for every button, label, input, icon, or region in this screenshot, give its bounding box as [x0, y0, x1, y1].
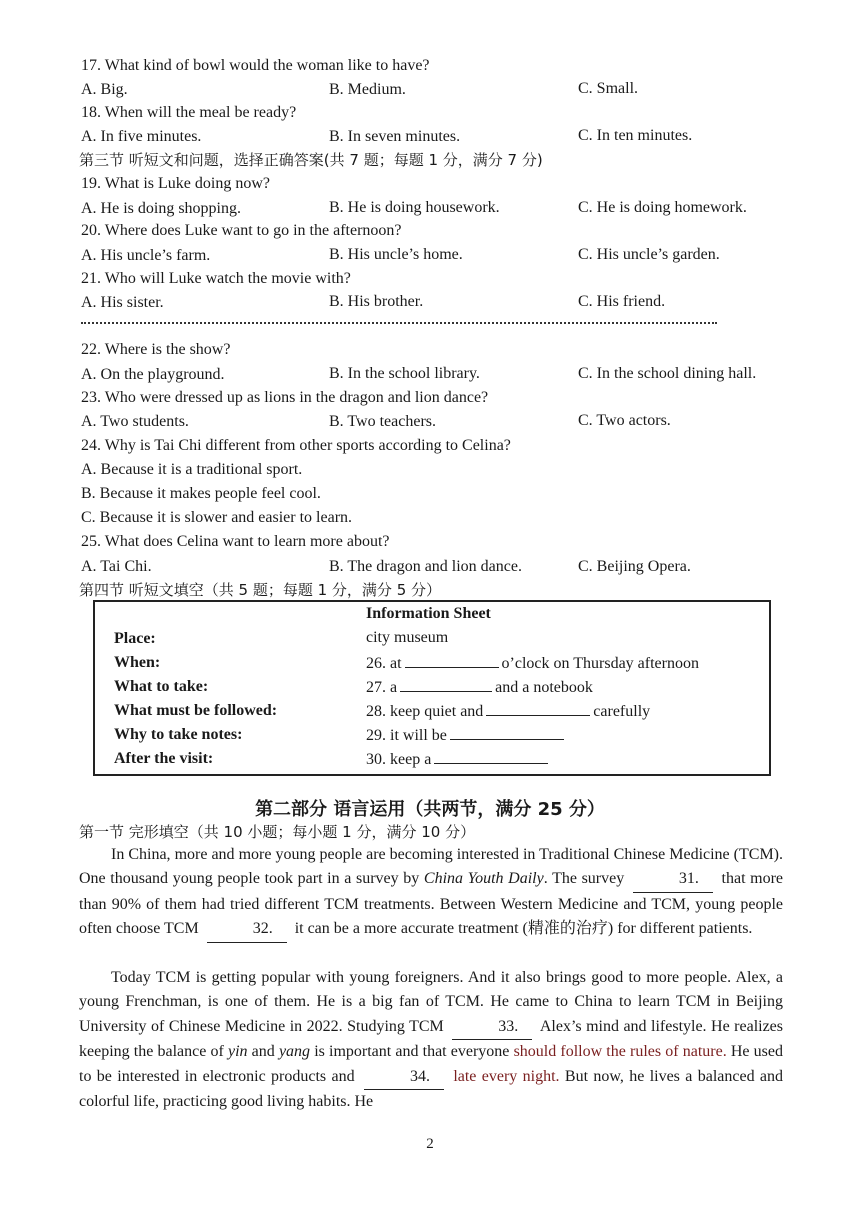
info-value-28: 28. keep quiet and carefully — [366, 700, 650, 722]
info-label-place: Place: — [114, 630, 156, 647]
question-21: 21. Who will Luke watch the movie with? — [81, 270, 351, 287]
info-value-30: 30. keep a — [366, 748, 551, 770]
handwritten-highlight-1: should follow the rules of nature. — [513, 1043, 727, 1061]
dotted-separator — [81, 322, 717, 324]
question-22: 22. Where is the show? — [81, 341, 231, 358]
q21-option-a: A. His sister. — [81, 294, 164, 311]
info-label-take: What to take: — [114, 678, 209, 695]
handwritten-highlight-2: late every night. — [453, 1067, 560, 1085]
info-label-followed: What must be followed: — [114, 702, 278, 719]
q24-option-c: C. Because it is slower and easier to learn. — [81, 509, 353, 526]
q17-option-a: A. Big. — [81, 81, 128, 98]
answer-blank-27[interactable] — [400, 676, 492, 692]
q19-option-b: B. He is doing housework. — [329, 199, 500, 216]
page-number: 2 — [426, 1136, 434, 1152]
info-value-26: 26. at o’clock on Thursday afternoon — [366, 652, 699, 674]
answer-blank-30[interactable] — [434, 748, 548, 764]
q23-option-c: C. Two actors. — [578, 412, 671, 429]
word-yang: yang — [278, 1043, 311, 1061]
q20-option-c: C. His uncle’s garden. — [578, 246, 720, 263]
question-19: 19. What is Luke doing now? — [81, 175, 271, 192]
section-3-heading: 第三节 听短文和问题，选择正确答案(共 7 题；每题 1 分，满分 7 分) — [79, 151, 543, 169]
cloze-paragraph-1: In China, more and more young people are becoming interested in Traditional Chinese Medicine (TCM). One thousand young people took part in a survey by China Youth Daily. The survey 31. that more than 90% of them had tried different TCM treatments. Between Western Medicine and TCM, young people often choose TCM 32. it can be a more accurate treatment (精准的治疗) for different patients. — [79, 843, 783, 943]
question-17: 17. What kind of bowl would the woman like to have? — [81, 57, 430, 74]
info-label-after: After the visit: — [114, 750, 214, 767]
q20-option-b: B. His uncle’s home. — [329, 246, 463, 263]
cloze-paragraph-2: Today TCM is getting popular with young foreigners. And it also brings good to more people. Alex, a young Frenchman, is one of them. He is a big fan of TCM. He came to China to learn TCM in Beijing University of Chinese Medicine in 2022. Studying TCM 33. Alex’s mind and lifestyle. He realizes keeping the balance of yin and yang is important and that everyone should follow the rules of nature. He used to be interested in electronic products and 34. late every night. But now, he lives a balanced and colorful life, practicing good living habits. He — [79, 969, 784, 1111]
answer-blank-29[interactable] — [450, 724, 564, 740]
question-24: 24. Why is Tai Chi different from other sports according to Celina? — [81, 437, 511, 454]
information-sheet-title: Information Sheet — [366, 605, 491, 622]
info-value-27: 27. a and a notebook — [366, 676, 593, 698]
q22-option-c: C. In the school dining hall. — [578, 365, 757, 382]
part-2-title: 第二部分 语言运用（共两节，满分 25 分） — [255, 799, 605, 820]
q22-option-a: A. On the playground. — [81, 366, 225, 383]
q24-option-a: A. Because it is a traditional sport. — [81, 461, 303, 478]
cloze-blank-32[interactable]: 32. — [207, 917, 287, 942]
q22-option-b: B. In the school library. — [329, 365, 480, 382]
q21-option-b: B. His brother. — [329, 293, 424, 310]
q25-option-c: C. Beijing Opera. — [578, 558, 691, 575]
word-yin: yin — [227, 1043, 248, 1061]
q18-option-a: A. In five minutes. — [81, 128, 202, 145]
q19-option-c: C. He is doing homework. — [578, 199, 747, 216]
cloze-blank-34[interactable]: 34. — [364, 1065, 444, 1090]
info-label-when: When: — [114, 654, 161, 671]
part-2-section-1-heading: 第一节 完形填空（共 10 小题；每小题 1 分，满分 10 分） — [79, 823, 476, 841]
answer-blank-26[interactable] — [405, 652, 499, 668]
info-value-29: 29. it will be — [366, 724, 567, 746]
cloze-blank-33[interactable]: 33. — [452, 1015, 532, 1040]
section-4-heading: 第四节 听短文填空（共 5 题；每题 1 分，满分 5 分） — [79, 581, 442, 599]
q19-option-a: A. He is doing shopping. — [81, 200, 241, 217]
answer-blank-28[interactable] — [486, 700, 590, 716]
q18-option-b: B. In seven minutes. — [329, 128, 461, 145]
info-value-place: city museum — [366, 629, 449, 646]
q25-option-b: B. The dragon and lion dance. — [329, 558, 522, 575]
q24-option-b: B. Because it makes people feel cool. — [81, 485, 321, 502]
question-23: 23. Who were dressed up as lions in the dragon and lion dance? — [81, 389, 489, 406]
question-25: 25. What does Celina want to learn more about? — [81, 533, 390, 550]
q20-option-a: A. His uncle’s farm. — [81, 247, 211, 264]
q23-option-b: B. Two teachers. — [329, 413, 436, 430]
info-label-notes: Why to take notes: — [114, 726, 243, 743]
cloze-blank-31[interactable]: 31. — [633, 867, 713, 892]
q17-option-b: B. Medium. — [329, 81, 406, 98]
q17-option-c: C. Small. — [578, 80, 639, 97]
q23-option-a: A. Two students. — [81, 413, 189, 430]
newspaper-name: China Youth Daily — [423, 870, 544, 888]
q21-option-c: C. His friend. — [578, 293, 666, 310]
q25-option-a: A. Tai Chi. — [81, 558, 152, 575]
q18-option-c: C. In ten minutes. — [578, 127, 693, 144]
question-20: 20. Where does Luke want to go in the afternoon? — [81, 222, 402, 239]
question-18: 18. When will the meal be ready? — [81, 104, 297, 121]
